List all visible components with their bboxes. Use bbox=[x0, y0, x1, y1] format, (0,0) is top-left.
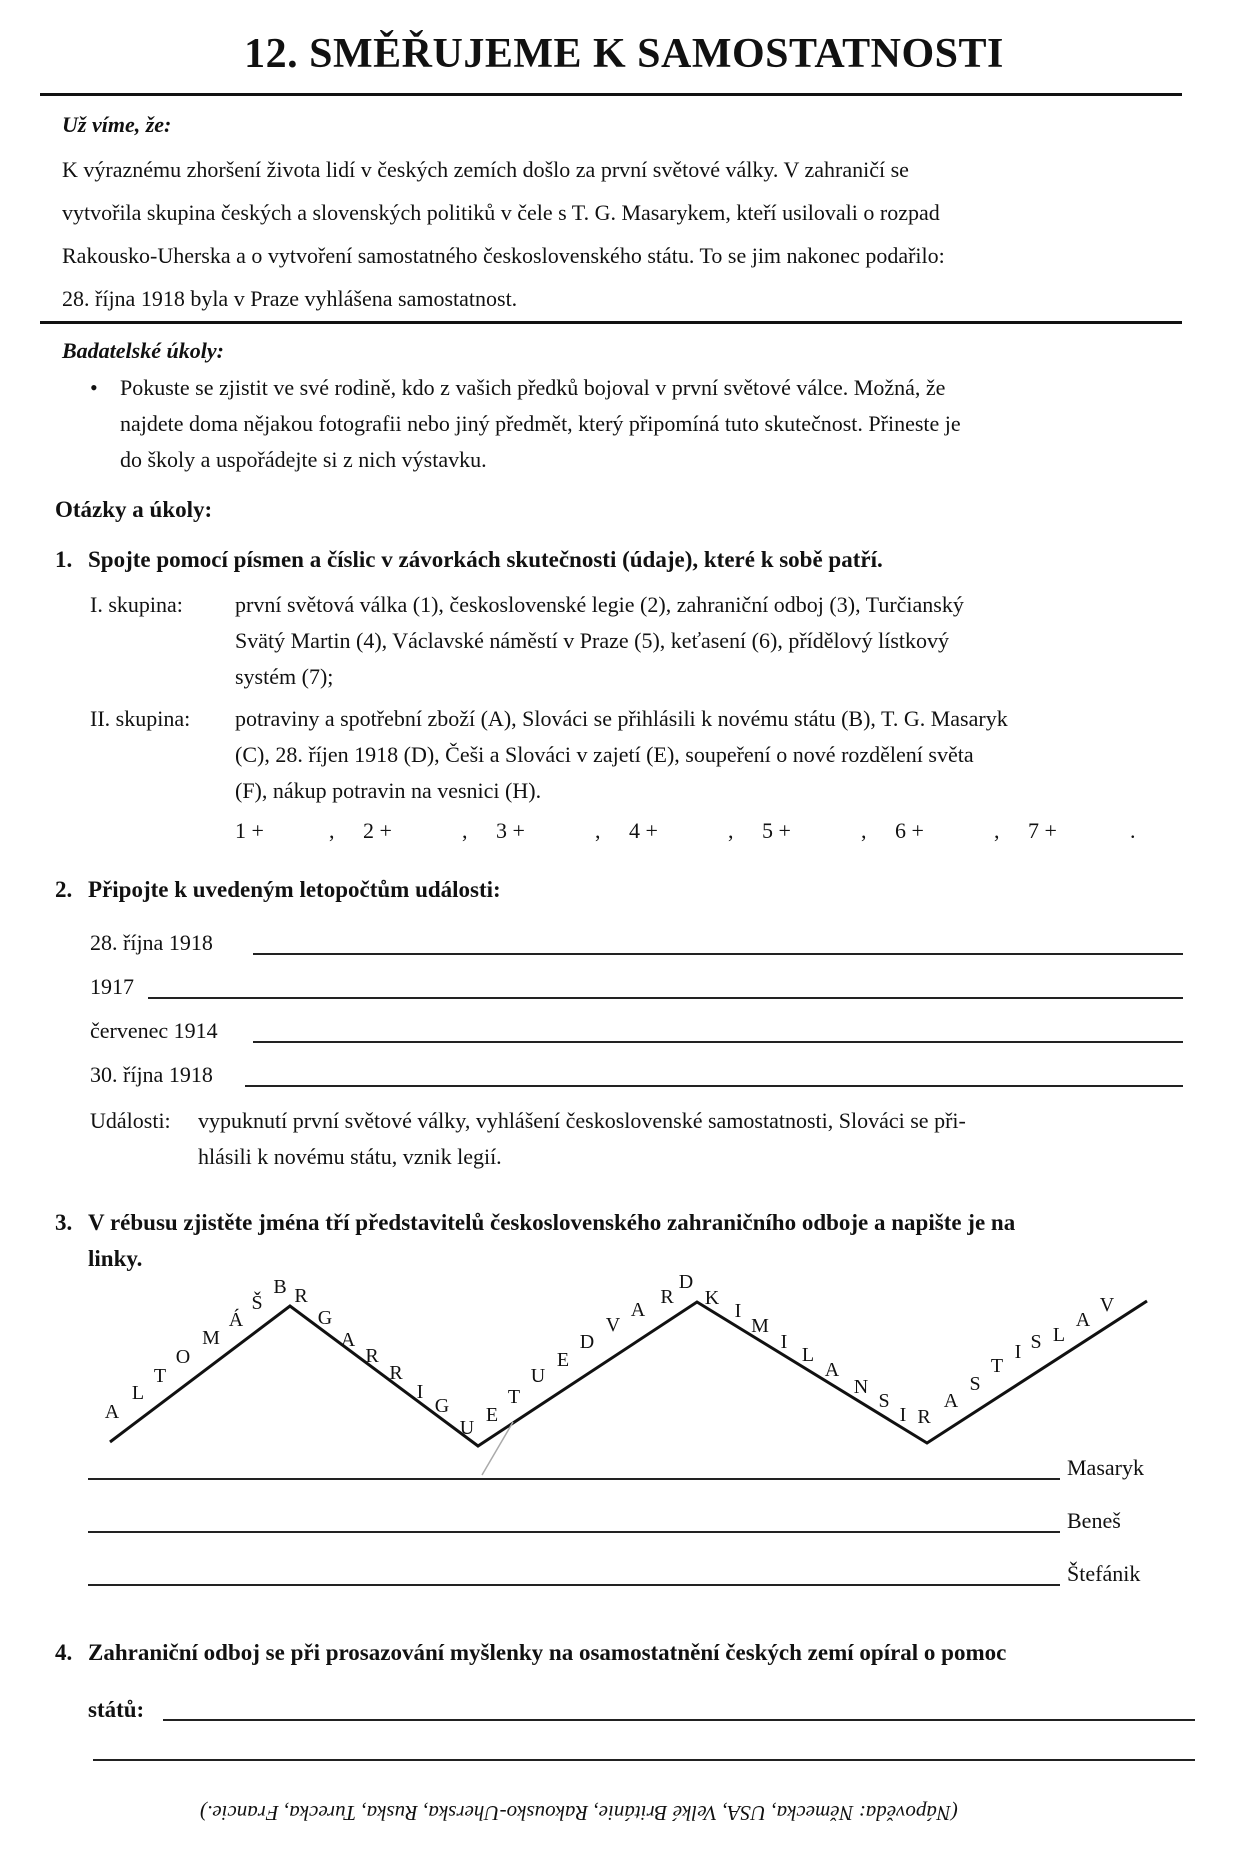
intro-line: 28. října 1918 byla v Praze vyhlášena samostatnost. bbox=[62, 286, 518, 311]
research-line: do školy a uspořádejte si z nich výstavku. bbox=[120, 447, 487, 472]
rebus-letter: G bbox=[434, 1395, 450, 1417]
rebus-letter: Š bbox=[251, 1292, 263, 1314]
pair-5[interactable]: 5 + bbox=[762, 818, 791, 843]
pair-6[interactable]: 6 + bbox=[895, 818, 924, 843]
rebus-letter: I bbox=[780, 1331, 788, 1353]
rebus-letter: S bbox=[1030, 1331, 1042, 1353]
rebus-letter: A bbox=[943, 1390, 959, 1412]
rebus-letter: D bbox=[579, 1331, 595, 1353]
hint-upside-down: (Nápověda: Německa, USA, Velké Británie, Rakousko-Uherska, Ruska, Turecka, Francie.) bbox=[200, 1801, 958, 1825]
rebus-letter: S bbox=[969, 1373, 981, 1395]
group2-line: (C), 28. říjen 1918 (D), Češi a Slováci v zajetí (E), soupeření o nové rozdělení světa bbox=[235, 742, 974, 767]
rebus-letter: R bbox=[660, 1286, 674, 1308]
intro-line: Rakousko-Uherska a o vytvoření samostatného československého státu. To se jim nakonec podařilo: bbox=[62, 243, 945, 268]
pair-separator: , bbox=[994, 818, 1000, 843]
date-label: červenec 1914 bbox=[90, 1018, 218, 1043]
pair-separator: , bbox=[462, 818, 468, 843]
group1-line: systém (7); bbox=[235, 664, 334, 689]
rebus-letter: V bbox=[605, 1314, 621, 1336]
group1-line: první světová válka (1), československé legie (2), zahraniční odboj (3), Turčianský bbox=[235, 592, 964, 617]
q1-number: 1. bbox=[55, 547, 73, 572]
date-label: 28. října 1918 bbox=[90, 930, 213, 955]
research-line: Pokuste se zjistit ve své rodině, kdo z vašich předků bojoval v první světové válce. Možná, že bbox=[120, 375, 946, 400]
rebus-letter: A bbox=[104, 1401, 120, 1423]
q2-text: Připojte k uvedeným letopočtům události: bbox=[88, 877, 501, 902]
rebus-letter: L bbox=[1052, 1324, 1066, 1346]
rebus-letter: A bbox=[630, 1299, 646, 1321]
rebus-letter: R bbox=[294, 1285, 308, 1307]
surname-label: Štefánik bbox=[1067, 1561, 1141, 1586]
pair-1[interactable]: 1 + bbox=[235, 818, 264, 843]
rebus-letter: O bbox=[175, 1346, 191, 1368]
pencil-mark bbox=[482, 1422, 513, 1475]
pair-separator: , bbox=[595, 818, 601, 843]
pair-separator: , bbox=[728, 818, 734, 843]
rebus-letter: L bbox=[801, 1344, 815, 1366]
pair-separator: , bbox=[861, 818, 867, 843]
rebus-letter: A bbox=[1075, 1309, 1091, 1331]
pair-7[interactable]: 7 + bbox=[1028, 818, 1057, 843]
rebus-letter: T bbox=[990, 1355, 1004, 1377]
questions-heading: Otázky a úkoly: bbox=[55, 497, 213, 522]
rebus-letter: S bbox=[878, 1390, 890, 1412]
rebus-letter: M bbox=[202, 1327, 220, 1349]
rebus-letter: E bbox=[485, 1404, 499, 1426]
group2-label: II. skupina: bbox=[90, 706, 191, 731]
q4-text: Zahraniční odboj se při prosazování myšlenky na osamostatnění českých zemí opíral o pomoc bbox=[88, 1640, 1007, 1665]
q3-text: V rébusu zjistěte jména tří představitelů československého zahraničního odboje a napište je na bbox=[88, 1210, 1016, 1235]
pair-separator: , bbox=[329, 818, 335, 843]
pair-4[interactable]: 4 + bbox=[629, 818, 658, 843]
rebus-letter: T bbox=[507, 1386, 521, 1408]
states-answer-field-2[interactable] bbox=[93, 1759, 1195, 1761]
rebus-letter: K bbox=[704, 1287, 720, 1309]
rebus-letter: I bbox=[1014, 1341, 1022, 1363]
rebus-letter: Á bbox=[228, 1309, 244, 1331]
research-line: najdete doma nějakou fotografii nebo jiný předmět, který připomíná tuto skutečnost. Přineste je bbox=[120, 411, 961, 436]
events-label: Události: bbox=[90, 1108, 171, 1133]
rebus-letter: R bbox=[365, 1345, 379, 1367]
q2-number: 2. bbox=[55, 877, 73, 902]
rebus-letter: V bbox=[1099, 1294, 1115, 1316]
intro-line: vytvořila skupina českých a slovenských politiků v čele s T. G. Masarykem, kteří usilovali o rozpad bbox=[62, 200, 940, 225]
rebus-letter: B bbox=[273, 1276, 287, 1298]
group1-label: I. skupina: bbox=[90, 592, 183, 617]
events-line: vypuknutí první světové války, vyhlášení československé samostatnosti, Slováci se při- bbox=[198, 1108, 966, 1133]
rebus-letter: M bbox=[751, 1315, 769, 1337]
research-heading: Badatelské úkoly: bbox=[62, 338, 224, 363]
rebus-letter: N bbox=[853, 1376, 869, 1398]
page-title: 12. SMĚŘUJEME K SAMOSTATNOSTI bbox=[244, 31, 1004, 77]
date-label: 30. října 1918 bbox=[90, 1062, 213, 1087]
q4-number: 4. bbox=[55, 1640, 73, 1665]
name-answer-field[interactable] bbox=[88, 1584, 1060, 1586]
intro-line: K výraznému zhoršení života lidí v českých zemích došlo za první světové války. V zahraničí se bbox=[62, 157, 909, 182]
pair-terminator: . bbox=[1130, 818, 1136, 843]
q3-number: 3. bbox=[55, 1210, 73, 1235]
group2-line: potraviny a spotřební zboží (A), Slováci se přihlásili k novému státu (B), T. G. Masaryk bbox=[235, 706, 1008, 731]
rebus-letter: A bbox=[340, 1329, 356, 1351]
rebus-letter: D bbox=[678, 1271, 694, 1293]
q4-label: států: bbox=[88, 1697, 145, 1722]
rebus-letter: R bbox=[389, 1362, 403, 1384]
states-answer-field[interactable] bbox=[163, 1719, 1195, 1721]
date-label: 1917 bbox=[90, 974, 134, 999]
rebus-letter: I bbox=[899, 1404, 907, 1426]
rebus-letter: A bbox=[824, 1359, 840, 1381]
pair-3[interactable]: 3 + bbox=[496, 818, 525, 843]
rebus-letter: I bbox=[734, 1300, 742, 1322]
rebus-letter: L bbox=[131, 1382, 145, 1404]
name-answer-field[interactable] bbox=[88, 1531, 1060, 1533]
group1-line: Svätý Martin (4), Václavské náměstí v Praze (5), keťasení (6), přídělový lístkový bbox=[235, 628, 950, 653]
events-line: hlásili k novému státu, vznik legií. bbox=[198, 1144, 502, 1169]
intro-heading: Už víme, že: bbox=[62, 112, 172, 137]
rebus-letter: I bbox=[416, 1381, 424, 1403]
q3-text: linky. bbox=[88, 1246, 143, 1271]
surname-label: Masaryk bbox=[1067, 1455, 1144, 1480]
rebus-letter: R bbox=[917, 1406, 931, 1428]
name-answer-field[interactable] bbox=[88, 1478, 1060, 1480]
q1-text: Spojte pomocí písmen a číslic v závorkách skutečnosti (údaje), které k sobě patří. bbox=[88, 547, 883, 572]
bullet: • bbox=[90, 375, 98, 400]
rebus-letter: G bbox=[317, 1307, 333, 1329]
rebus-letter: U bbox=[459, 1417, 475, 1439]
rebus-letter: T bbox=[153, 1365, 167, 1387]
pair-2[interactable]: 2 + bbox=[363, 818, 392, 843]
rebus-letter: E bbox=[556, 1349, 570, 1371]
rebus-letter: U bbox=[530, 1365, 546, 1387]
surname-label: Beneš bbox=[1067, 1508, 1121, 1533]
group2-line: (F), nákup potravin na vesnici (H). bbox=[235, 778, 542, 803]
